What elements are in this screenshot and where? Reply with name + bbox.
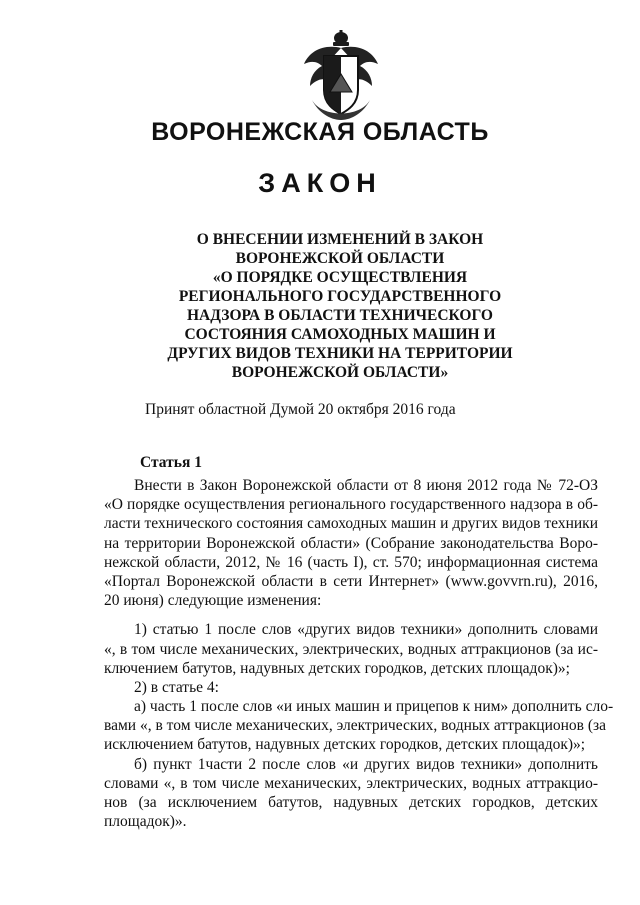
document-type: ЗАКОН	[258, 168, 382, 198]
body-line: исключением батутов, надувных детских городков, детских площадок)»;	[104, 736, 586, 754]
body-line: словами «, в том числе механических, электрических, водных аттракцио-	[104, 774, 598, 792]
title-line: НАДЗОРА В ОБЛАСТИ ТЕХНИЧЕСКОГО	[187, 307, 493, 324]
body-line: на территории Воронежской области» (Собрание законодательства Воро-	[104, 534, 598, 552]
body-line: нежской области, 2012, № 16 (часть I), ст. 570; информационная система	[104, 553, 598, 571]
body-line: площадок)».	[104, 813, 187, 831]
article-heading: Статья 1	[140, 454, 202, 471]
law-title	[120, 230, 560, 382]
body-line: «О порядке осуществления регионального государственного надзора в об-	[104, 496, 598, 514]
body-line: 1) статью 1 после слов «других видов техники» дополнить словами	[134, 621, 598, 639]
title-line: О ВНЕСЕНИИ ИЗМЕНЕНИЙ В ЗАКОН	[196, 231, 484, 248]
title-line: РЕГИОНАЛЬНОГО ГОСУДАРСТВЕННОГО	[178, 288, 502, 305]
body-line: «, в том числе механических, электрических, водных аттракционов (за ис-	[104, 640, 598, 658]
body-line: ключением батутов, надувных детских городков, детских площадок)»;	[104, 659, 570, 677]
article-body	[104, 476, 614, 831]
body-line: вами «, в том числе механических, электрических, водных аттракционов (за	[104, 717, 607, 735]
body-line: нов (за исключением батутов, надувных детских городков, детских	[104, 794, 598, 811]
body-line: ласти технического состояния самоходных машин и других видов техники	[104, 515, 598, 533]
title-line: ВОРОНЕЖСКОЙ ОБЛАСТИ	[235, 250, 445, 267]
coat-of-arms-icon	[300, 30, 382, 124]
body-line: 2) в статье 4:	[134, 678, 219, 696]
title-line: «О ПОРЯДКЕ ОСУЩЕСТВЛЕНИЯ	[212, 269, 468, 286]
title-line: СОСТОЯНИЯ САМОХОДНЫХ МАШИН И	[184, 326, 496, 343]
body-line: 20 июня) следующие изменения:	[104, 592, 322, 610]
region-name: ВОРОНЕЖСКАЯ ОБЛАСТЬ	[151, 118, 489, 146]
body-line: б) пункт 1части 2 после слов «и других видов техники» дополнить	[134, 755, 598, 773]
body-line: Внести в Закон Воронежской области от 8 июня 2012 года № 72-ОЗ	[134, 477, 598, 494]
adoption-note: Принят областной Думой 20 октября 2016 года	[145, 401, 456, 418]
body-line: а) часть 1 после слов «и иных машин и прицепов к ним» дополнить сло-	[134, 698, 614, 716]
title-line: ДРУГИХ ВИДОВ ТЕХНИКИ НА ТЕРРИТОРИИ	[167, 345, 513, 362]
body-line: «Портал Воронежской области в сети Интернет» (www.govvrn.ru), 2016,	[104, 572, 598, 590]
title-line: ВОРОНЕЖСКОЙ ОБЛАСТИ»	[231, 364, 449, 381]
